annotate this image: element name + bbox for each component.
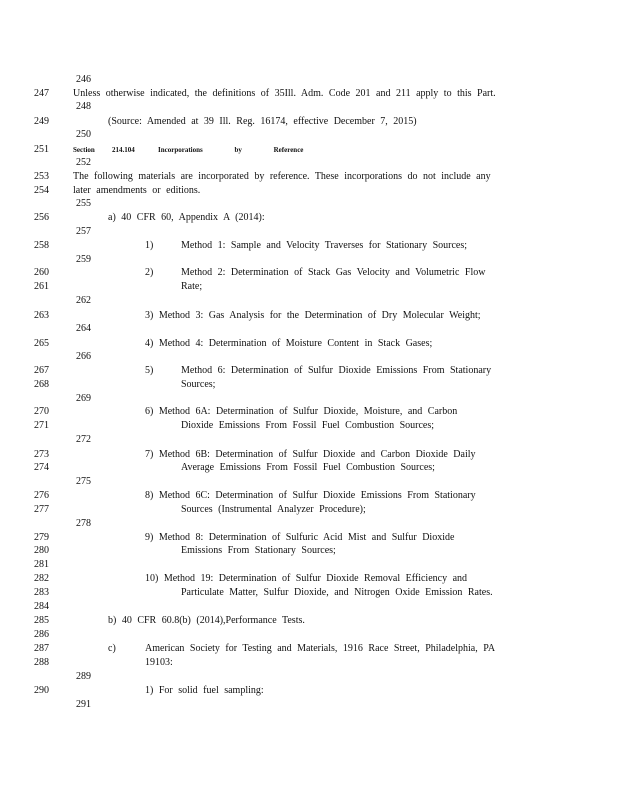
item-text: 9) Method 8: Determination of Sulfuric Acid Mist and Sulfur Dioxide	[145, 532, 455, 543]
line-number: 259	[76, 254, 91, 265]
line-number: 279	[34, 532, 49, 543]
line-number: 248	[76, 101, 91, 112]
line-number: 253	[34, 171, 49, 182]
line-number: 246	[76, 74, 91, 85]
subsection-c: 19103:	[145, 657, 173, 668]
line-number: 264	[76, 323, 91, 334]
line-number: 286	[34, 629, 49, 640]
line-number: 258	[34, 240, 49, 251]
line-number: 290	[34, 685, 49, 696]
subsection-b: b) 40 CFR 60.8(b) (2014),Performance Tests.	[108, 615, 305, 626]
section-title: Incorporations by Reference	[158, 146, 304, 154]
item-text: 3) Method 3: Gas Analysis for the Determination of Dry Molecular Weight;	[145, 310, 481, 321]
line-number: 288	[34, 657, 49, 668]
body-text: The following materials are incorporated by reference. These incorporations do not include any	[73, 171, 491, 182]
line-number: 262	[76, 295, 91, 306]
line-number: 283	[34, 587, 49, 598]
item-marker: c)	[108, 643, 116, 654]
body-text: later amendments or editions.	[73, 185, 201, 196]
item-text: Sources (Instrumental Analyzer Procedure);	[181, 504, 366, 515]
line-number: 250	[76, 129, 91, 140]
item-text: 6) Method 6A: Determination of Sulfur Dioxide, Moisture, and Carbon	[145, 406, 458, 417]
line-number: 280	[34, 545, 49, 556]
line-number: 255	[76, 198, 91, 209]
line-number: 266	[76, 351, 91, 362]
line-number: 271	[34, 420, 49, 431]
line-number: 267	[34, 365, 49, 376]
item-text: Method 1: Sample and Velocity Traverses for Stationary Sources;	[181, 240, 468, 251]
item-text: Method 2: Determination of Stack Gas Velocity and Volumetric Flow	[181, 267, 486, 278]
line-number: 252	[76, 157, 91, 168]
line-number: 261	[34, 281, 49, 292]
line-number: 269	[76, 393, 91, 404]
line-number: 251	[34, 144, 49, 155]
line-number: 281	[34, 559, 49, 570]
line-number: 256	[34, 212, 49, 223]
line-number: 270	[34, 406, 49, 417]
item-text: Sources;	[181, 379, 216, 390]
section-label: Section	[73, 146, 95, 154]
item-text: 10) Method 19: Determination of Sulfur Dioxide Removal Efficiency and	[145, 573, 468, 584]
line-number: 277	[34, 504, 49, 515]
line-number: 274	[34, 462, 49, 473]
item-marker: 2)	[145, 267, 154, 278]
line-number: 289	[76, 671, 91, 682]
item-text: 8) Method 6C: Determination of Sulfur Dioxide Emissions From Stationary	[145, 490, 476, 501]
line-number: 273	[34, 449, 49, 460]
line-number: 265	[34, 338, 49, 349]
item-text: Average Emissions From Fossil Fuel Combustion Sources;	[181, 462, 435, 473]
source-note: (Source: Amended at 39 Ill. Reg. 16174, effective December 7, 2015)	[108, 116, 417, 127]
line-number: 272	[76, 434, 91, 445]
subsection-c: American Society for Testing and Materials, 1916 Race Street, Philadelphia, PA	[145, 643, 496, 654]
item-text: Dioxide Emissions From Fossil Fuel Combustion Sources;	[181, 420, 435, 431]
line-number: 291	[76, 699, 91, 710]
item-text: 4) Method 4: Determination of Moisture Content in Stack Gases;	[145, 338, 433, 349]
item-text: 1) For solid fuel sampling:	[145, 685, 264, 696]
item-text: Rate;	[181, 281, 203, 292]
item-text: Particulate Matter, Sulfur Dioxide, and Nitrogen Oxide Emission Rates.	[181, 587, 493, 598]
subsection-a: a) 40 CFR 60, Appendix A (2014):	[108, 212, 265, 223]
line-number: 282	[34, 573, 49, 584]
line-number: 287	[34, 643, 49, 654]
line-number: 268	[34, 379, 49, 390]
line-number: 260	[34, 267, 49, 278]
item-text: Method 6: Determination of Sulfur Dioxide Emissions From Stationary	[181, 365, 492, 376]
item-marker: 5)	[145, 365, 154, 376]
line-number: 285	[34, 615, 49, 626]
line-number: 284	[34, 601, 49, 612]
line-number: 275	[76, 476, 91, 487]
line-number: 247	[34, 88, 49, 99]
body-text: Unless otherwise indicated, the definitions of 35Ill. Adm. Code 201 and 211 apply to this Part.	[73, 88, 496, 99]
item-text: Emissions From Stationary Sources;	[181, 545, 336, 556]
item-text: 7) Method 6B: Determination of Sulfur Dioxide and Carbon Dioxide Daily	[145, 449, 476, 460]
line-number: 249	[34, 116, 49, 127]
line-number: 263	[34, 310, 49, 321]
line-number: 257	[76, 226, 91, 237]
line-number: 278	[76, 518, 91, 529]
line-number: 276	[34, 490, 49, 501]
section-number: 214.104	[112, 146, 135, 154]
line-number: 254	[34, 185, 49, 196]
item-marker: 1)	[145, 240, 154, 251]
